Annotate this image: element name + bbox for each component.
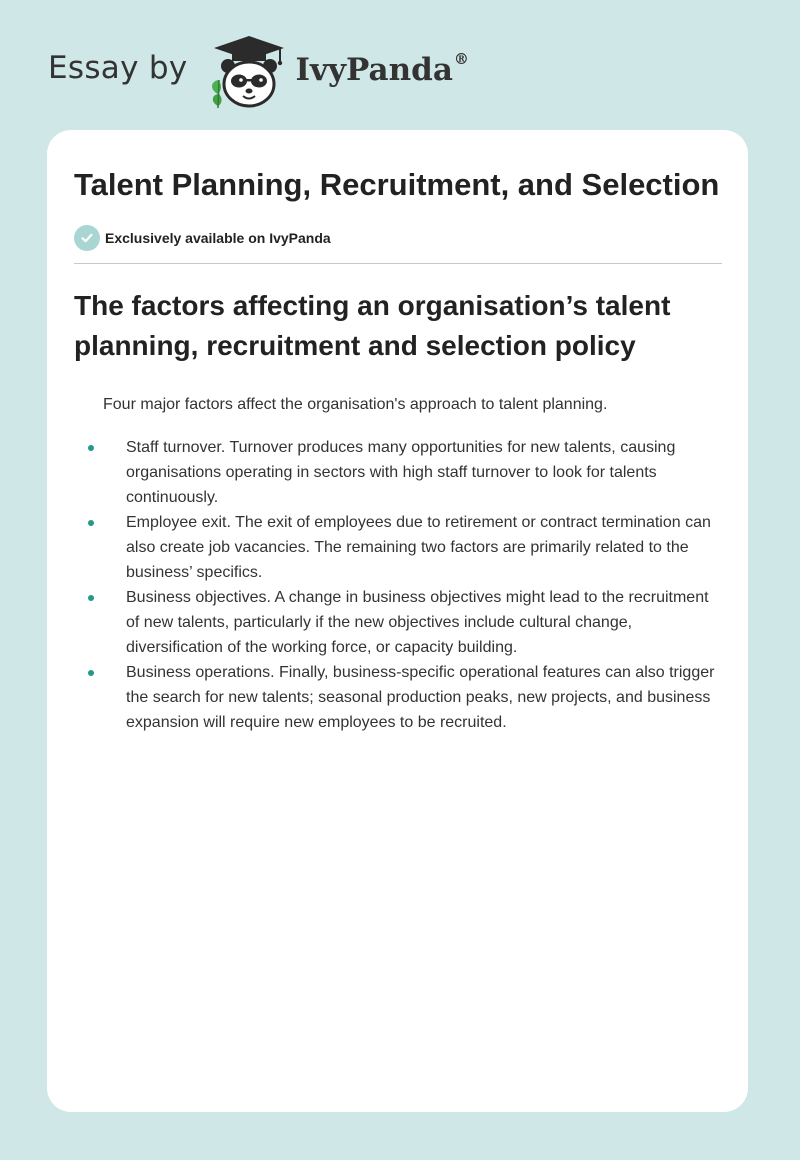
brand-label: IvyPanda bbox=[295, 52, 453, 88]
list-item bbox=[74, 510, 722, 585]
check-circle-icon bbox=[74, 225, 100, 251]
site-header bbox=[48, 34, 469, 110]
section-heading: The factors affecting an organisation’s talent planning, recruitment and selection policy bbox=[74, 290, 671, 361]
list-item-text: Business operations. Finally, business-specific operational features can also trigger the search for new talents; seasonal production peaks, new projects, and business expansion will require new employees to be recruited. bbox=[126, 664, 715, 731]
exclusive-label: Exclusively available on IvyPanda bbox=[105, 230, 331, 246]
exclusive-badge bbox=[74, 225, 722, 251]
factors-list bbox=[74, 435, 722, 735]
essay-by-label: Essay by bbox=[48, 50, 188, 86]
list-item bbox=[74, 660, 722, 735]
list-item-text: Business objectives. A change in business objectives might lead to the recruitment of new talents, particularly if the new objectives include cultural change, diversification of the working force, or capacity building. bbox=[126, 589, 709, 656]
brand-name[interactable] bbox=[296, 52, 469, 88]
essay-card bbox=[47, 130, 748, 1112]
list-item bbox=[74, 585, 722, 660]
registered-mark: ® bbox=[453, 50, 469, 68]
bullet-icon bbox=[88, 670, 94, 676]
page-title: Talent Planning, Recruitment, and Selection bbox=[74, 167, 720, 202]
bullet-icon bbox=[88, 595, 94, 601]
list-item bbox=[74, 435, 722, 510]
panda-graduate-logo-icon bbox=[204, 34, 294, 110]
bullet-icon bbox=[88, 445, 94, 451]
list-item-text: Staff turnover. Turnover produces many opportunities for new talents, causing organisations operating in sectors with high staff turnover to look for talents continuously. bbox=[126, 439, 676, 506]
bullet-icon bbox=[88, 520, 94, 526]
divider bbox=[74, 263, 722, 264]
list-item-text: Employee exit. The exit of employees due to retirement or contract termination can also create job vacancies. The remaining two factors are primarily related to the business’ specifics. bbox=[126, 514, 711, 581]
intro-paragraph: Four major factors affect the organisation's approach to talent planning. bbox=[103, 396, 608, 413]
